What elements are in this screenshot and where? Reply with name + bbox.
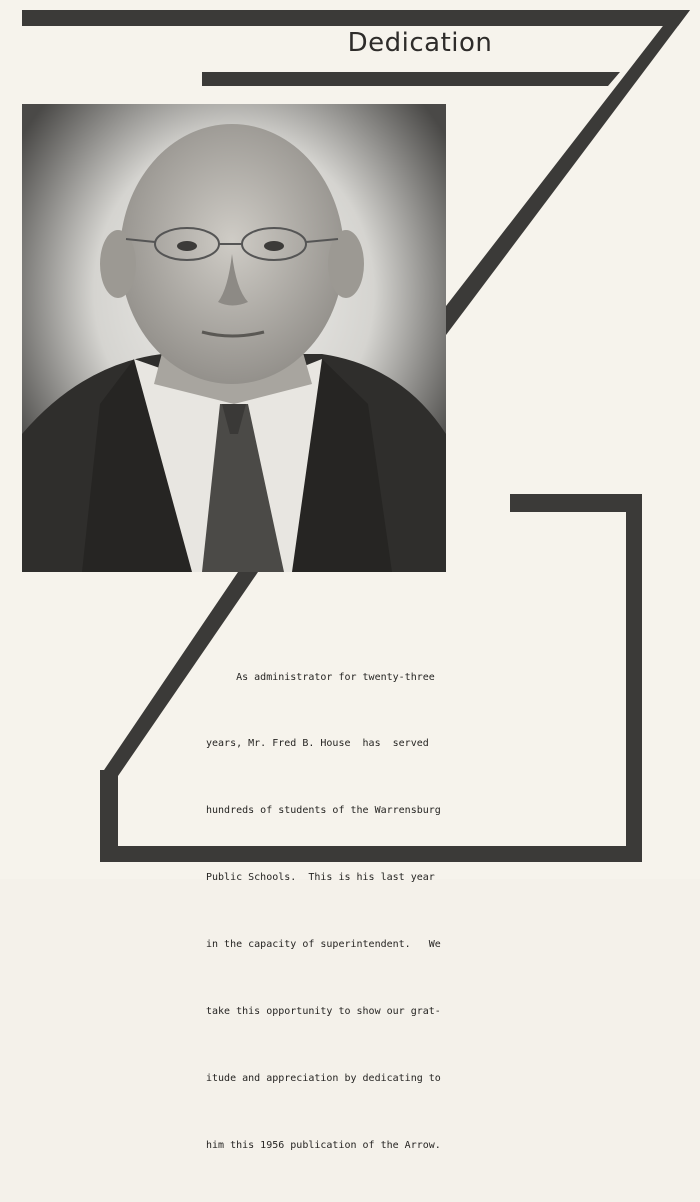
bottom-frame-right xyxy=(626,494,642,862)
page-title: Dedication xyxy=(347,28,493,58)
dedication-line: take this opportunity to show our grat- xyxy=(206,1006,441,1018)
bottom-frame-left xyxy=(100,770,118,862)
title-underline xyxy=(202,72,620,86)
dedication-text xyxy=(206,622,546,1202)
dedication-line: years, Mr. Fred B. House has served xyxy=(206,738,429,750)
dedication-line: hundreds of students of the Warrensburg xyxy=(206,805,441,817)
dedication-line: him this 1956 publication of the Arrow. xyxy=(206,1139,441,1151)
dedication-line: in the capacity of superintendent. We xyxy=(206,939,441,951)
bottom-frame-top xyxy=(510,494,642,512)
dedication-line: itude and appreciation by dedicating to xyxy=(206,1072,441,1084)
z-diagonal-upper xyxy=(446,10,690,335)
portrait-photo xyxy=(22,104,446,572)
dedication-line: Public Schools. This is his last year xyxy=(206,872,435,884)
top-stripe xyxy=(22,10,690,26)
dedication-line: As administrator for twenty-three xyxy=(206,671,435,683)
